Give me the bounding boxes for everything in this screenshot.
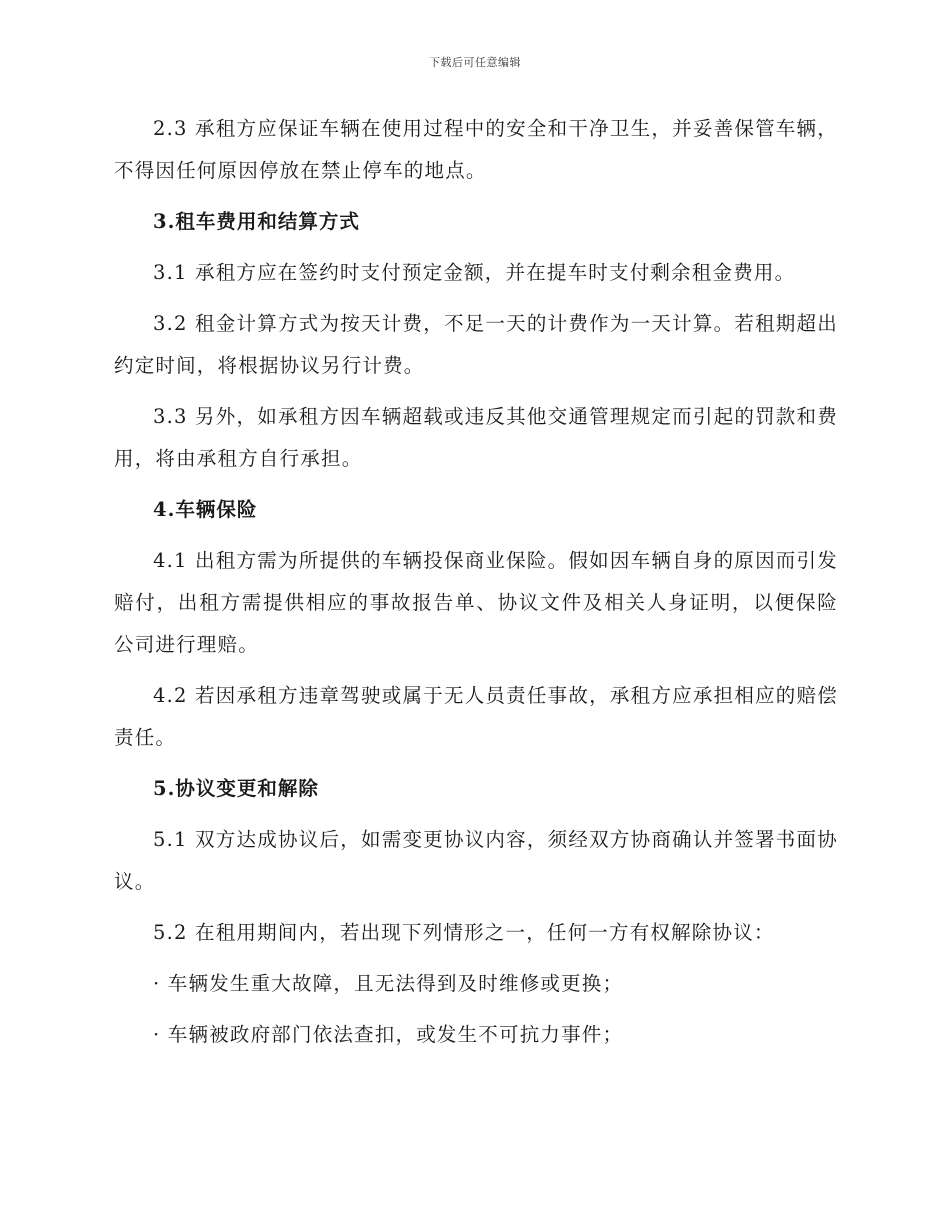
section-heading-3: 3.租车费用和结算方式 [153,210,360,233]
clause-3-2: 3.2 租金计算方式为按天计费，不足一天的计费作为一天计算。若租期超出约定时间，将根据协议另行计费。 [114,312,838,377]
document-body [114,108,838,1065]
header-note: 下载后可任意编辑 [429,56,521,69]
clause-4-2: 4.2 若因承租方违章驾驶或属于无人员责任事故，承租方应承担相应的赔偿责任。 [114,684,838,749]
section-heading-5: 5.协议变更和解除 [153,777,319,800]
clause-5-2: 5.2 在租用期间内，若出现下列情形之一，任何一方有权解除协议： [153,921,775,944]
list-item-major-fault: · 车辆发生重大故障，且无法得到及时维修或更换； [153,972,624,995]
clause-3-3: 3.3 另外，如承租方因车辆超载或违反其他交通管理规定而引起的罚款和费用，将由承租方自行承担。 [114,405,838,470]
clause-5-1: 5.1 双方达成协议后，如需变更协议内容，须经双方协商确认并签署书面协议。 [114,828,838,893]
clause-4-1: 4.1 出租方需为所提供的车辆投保商业保险。假如因车辆自身的原因而引发赔付，出租方需提供相应的事故报告单、协议文件及相关人身证明，以便保险公司进行理赔。 [114,549,838,656]
list-item-seized-force-majeure: · 车辆被政府部门依法查扣，或发生不可抗力事件； [153,1023,624,1046]
clause-3-1: 3.1 承租方应在签约时支付预定金额，并在提车时支付剩余租金费用。 [153,261,796,284]
clause-2-3: 2.3 承租方应保证车辆在使用过程中的安全和干净卫生，并妥善保管车辆，不得因任何原因停放在禁止停车的地点。 [114,117,838,182]
section-heading-4: 4.车辆保险 [153,498,258,521]
